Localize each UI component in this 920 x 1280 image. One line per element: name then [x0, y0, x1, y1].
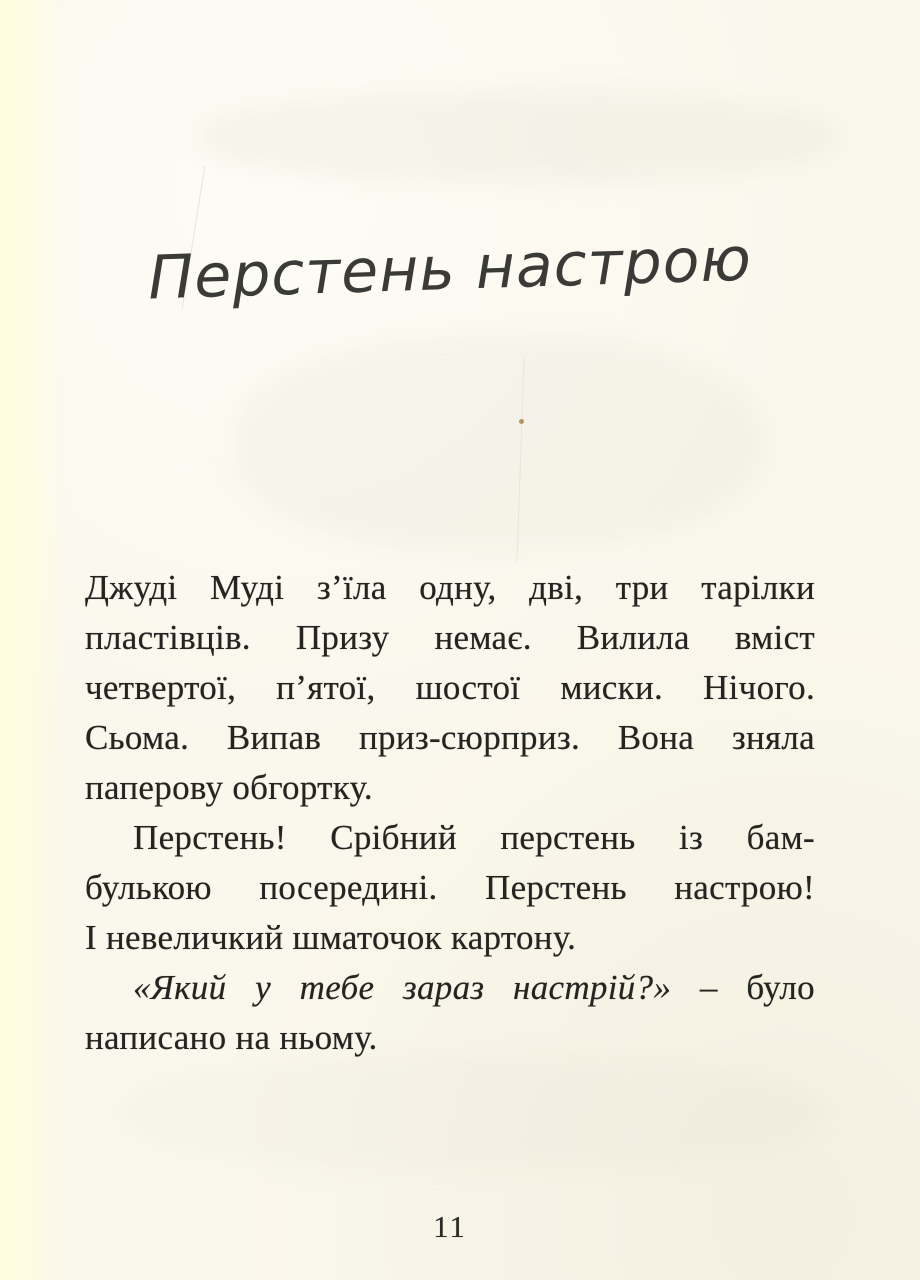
text-segment: Сьома. Випав приз-сюрприз. Вона зняла	[85, 718, 815, 757]
page-showthrough	[120, 1055, 820, 1170]
text-segment: Джуді Муді з’їла одну, дві, три тарілки	[85, 568, 815, 607]
page-number: 11	[433, 1209, 467, 1244]
paper-speck	[519, 419, 524, 424]
text-line	[85, 963, 815, 1013]
paper-crease	[516, 358, 524, 563]
text-line	[85, 863, 815, 913]
quoted-italic-text: «Який у тебе зараз настрій?»	[133, 968, 672, 1007]
text-line	[85, 1013, 815, 1063]
text-segment: булькою посередині. Перстень настрою!	[85, 868, 815, 907]
scan-gutter-edge	[0, 0, 66, 1280]
text-segment: пластівців. Призу немає. Вилила вміст	[85, 618, 815, 657]
text-line	[85, 813, 815, 863]
text-segment: написано на ньому.	[85, 1018, 378, 1057]
text-line	[85, 613, 815, 663]
text-segment: паперову обгортку.	[85, 768, 373, 807]
text-line	[85, 913, 815, 963]
text-line	[85, 663, 815, 713]
text-segment: – було	[671, 968, 815, 1007]
text-line	[85, 563, 815, 613]
page-showthrough	[200, 92, 840, 182]
page-showthrough	[235, 335, 765, 550]
text-segment: четвертої, п’ятої, шостої миски. Нічого.	[85, 668, 815, 707]
text-line	[85, 763, 815, 813]
text-segment: Перстень! Срібний перстень із бам-	[133, 818, 815, 857]
text-line	[85, 713, 815, 763]
body-text	[85, 563, 815, 1063]
text-segment: І невеличкий шматочок картону.	[85, 918, 577, 957]
chapter-title: Перстень настрою	[147, 224, 753, 314]
